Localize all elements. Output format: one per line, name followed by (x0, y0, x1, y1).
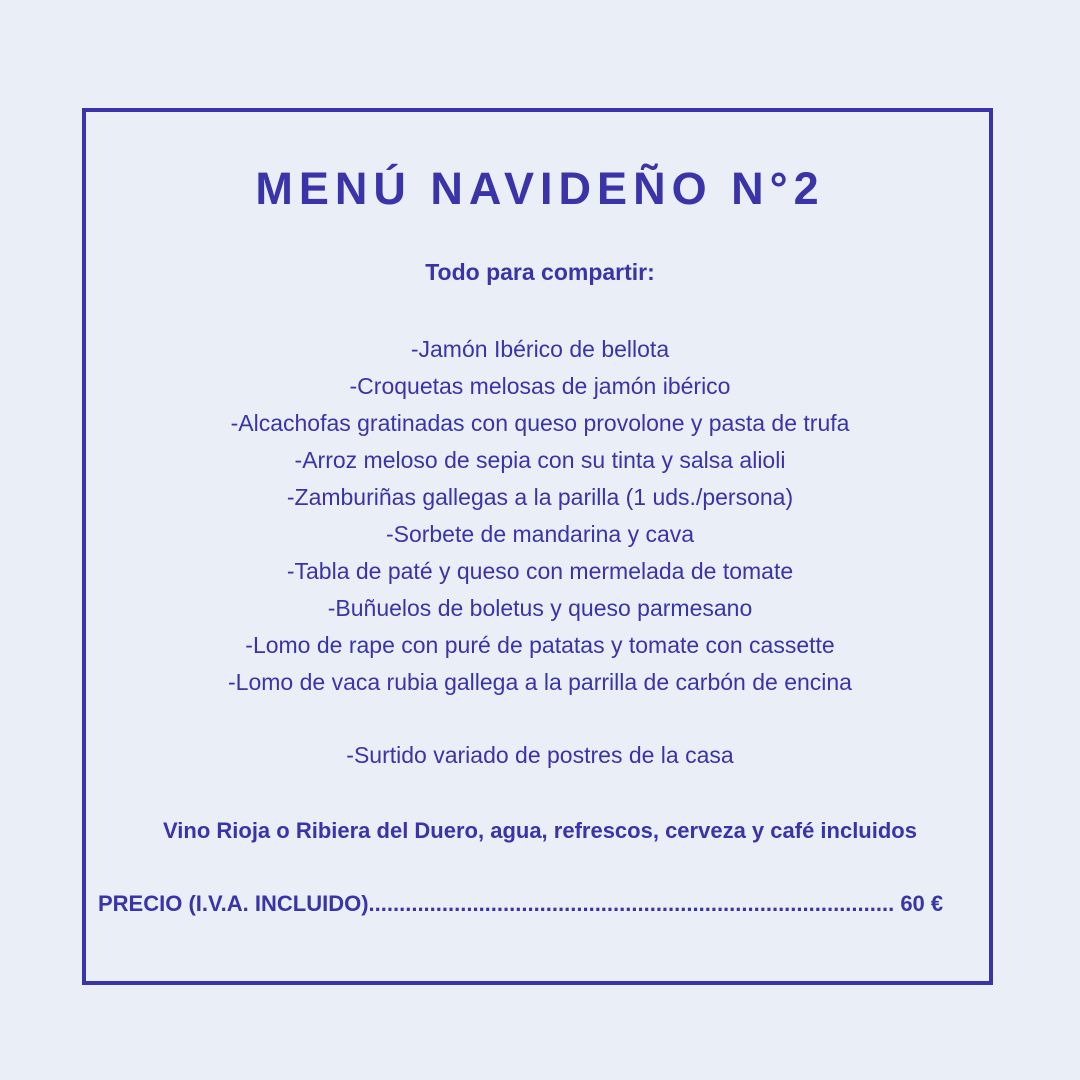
menu-subtitle: Todo para compartir: (425, 259, 655, 285)
menu-item: -Buñuelos de boletus y queso parmesano (327, 595, 753, 621)
menu-item: -Lomo de rape con puré de patatas y tomate con cassette (245, 632, 835, 658)
drinks-included: Vino Rioja o Ribiera del Duero, agua, refrescos, cerveza y café incluidos (163, 818, 917, 843)
menu-item: -Tabla de paté y queso con mermelada de tomate (286, 558, 794, 584)
menu-item: -Lomo de vaca rubia gallega a la parrilla de carbón de encina (228, 669, 852, 695)
price-line: PRECIO (I.V.A. INCLUIDO)...................................................................................... 60 € (98, 891, 944, 916)
dessert-item: -Surtido variado de postres de la casa (346, 742, 734, 768)
menu-item: -Jamón Ibérico de bellota (410, 336, 670, 362)
menu-item: -Alcachofas gratinadas con queso provolone y pasta de trufa (230, 410, 850, 436)
menu-title: MENÚ NAVIDEÑO N°2 (255, 163, 825, 214)
menu-item: -Sorbete de mandarina y cava (385, 521, 695, 547)
menu-item: -Croquetas melosas de jamón ibérico (349, 373, 731, 399)
menu-items-list (0, 331, 1080, 701)
menu-item: -Zamburiñas gallegas a la parilla (1 uds./persona) (286, 484, 794, 510)
menu-item: -Arroz meloso de sepia con su tinta y salsa alioli (294, 447, 786, 473)
